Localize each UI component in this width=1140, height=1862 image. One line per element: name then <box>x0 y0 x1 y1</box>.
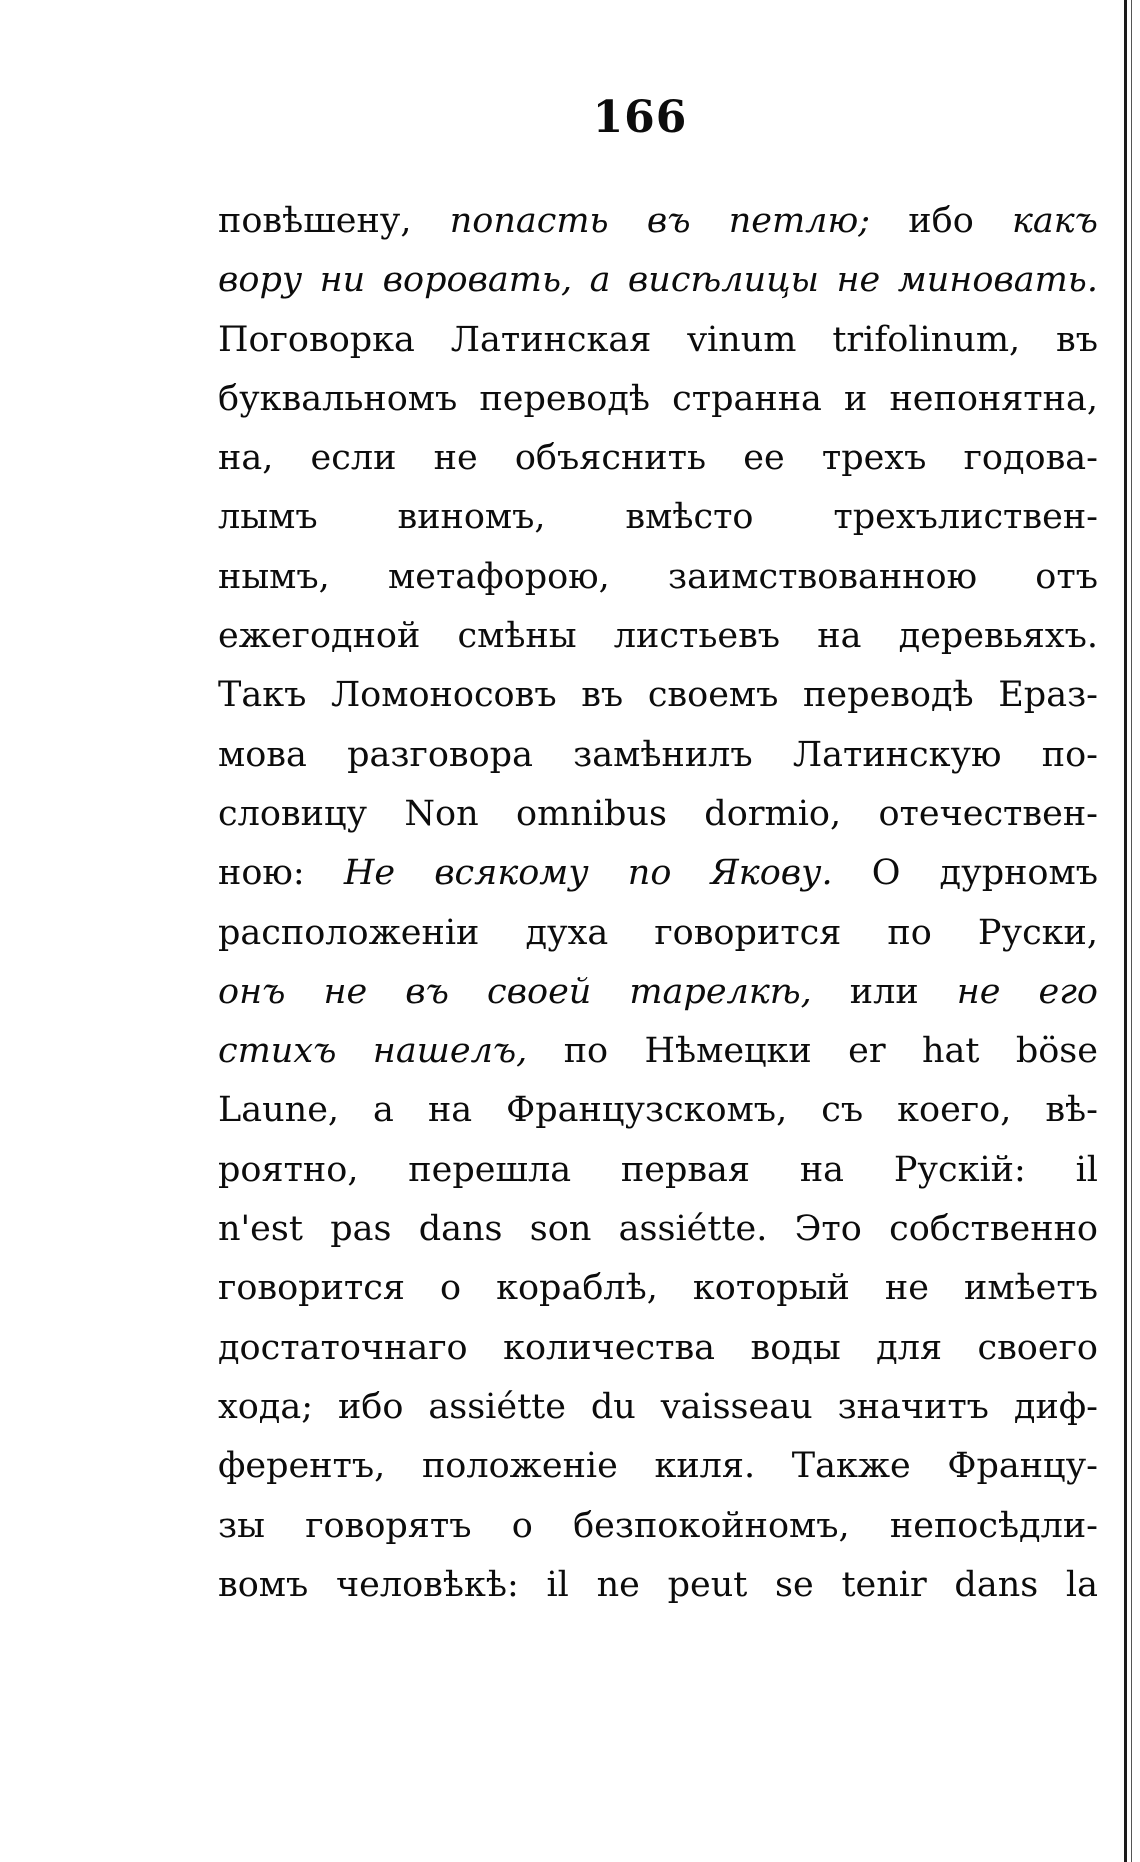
italic-phrase: стихъ нашелъ, <box>218 1031 528 1072</box>
text-segment: хода; ибо assiétte du vaisseau значитъ диф- <box>218 1386 1098 1427</box>
text-segment: по Нѣмецки er hat böse <box>527 1031 1098 1072</box>
text-segment: или <box>811 971 957 1012</box>
text-segment: ною: <box>218 853 344 894</box>
text-segment: зы говорятъ о безпокойномъ, непосѣдли- <box>218 1505 1098 1546</box>
text-segment: буквальномъ переводѣ странна и непонятна, <box>218 378 1098 419</box>
italic-phrase: вору ни воровать, а висѣлицы не миновать. <box>218 260 1098 301</box>
text-line <box>218 1022 1098 1081</box>
text-line <box>218 1319 1098 1378</box>
text-segment: говорится о кораблѣ, который не имѣетъ <box>218 1268 1098 1309</box>
page-edge-line-thin <box>1131 0 1132 1862</box>
text-segment: повѣшену, <box>218 201 450 241</box>
page-number: 166 <box>592 92 688 143</box>
text-segment: роятно, перешла первая на Рускій: il <box>218 1149 1098 1190</box>
text-line <box>218 963 1098 1022</box>
text-segment: Поговорка Латинская vinum trifolinum, въ <box>218 319 1098 360</box>
text-segment: ежегодной смѣны листьевъ на деревьяхъ. <box>218 616 1098 657</box>
text-line <box>218 607 1098 666</box>
text-segment: Такъ Ломоносовъ въ своемъ переводѣ Ераз- <box>218 675 1098 716</box>
body-text <box>218 192 1098 1615</box>
text-line <box>218 429 1098 488</box>
text-segment: лымъ виномъ, вмѣсто трехълиствен- <box>218 497 1098 538</box>
text-line <box>218 251 1098 310</box>
text-segment: ферентъ, положеніе киля. Также Францу- <box>218 1446 1098 1487</box>
text-line <box>218 1556 1098 1615</box>
italic-phrase: не его <box>956 971 1098 1012</box>
italic-phrase: онъ не въ своей тарелкѣ, <box>218 971 812 1012</box>
text-line <box>218 370 1098 429</box>
text-segment: мова разговора замѣнилъ Латинскую по- <box>218 734 1098 775</box>
text-segment: вомъ человѣкѣ: il ne peut se tenir dans la <box>218 1564 1098 1605</box>
italic-phrase: какъ <box>1012 201 1098 241</box>
text-line <box>218 1141 1098 1200</box>
italic-phrase: Не всякому по Якову. <box>343 853 833 894</box>
text-segment: нымъ, метафорою, заимствованною отъ <box>218 556 1098 597</box>
text-segment: n'est pas dans son assiétte. Это собственно <box>218 1209 1098 1250</box>
text-segment: Laune, а на Французскомъ, съ коего, вѣ- <box>218 1090 1098 1131</box>
text-line <box>218 192 1098 251</box>
text-line <box>218 311 1098 370</box>
text-line <box>218 1259 1098 1318</box>
text-line <box>218 726 1098 785</box>
text-segment: О дурномъ <box>832 853 1098 894</box>
text-segment: ибо <box>870 201 1012 241</box>
text-segment: на, если не объяснить ее трехъ годова- <box>218 438 1098 479</box>
italic-phrase: попасть въ петлю; <box>449 201 871 241</box>
text-line <box>218 1437 1098 1496</box>
text-segment: расположеніи духа говорится по Руски, <box>218 912 1098 953</box>
text-line <box>218 1497 1098 1556</box>
text-line <box>218 904 1098 963</box>
text-line <box>218 844 1098 903</box>
page-edge-line <box>1124 0 1127 1862</box>
text-line <box>218 488 1098 547</box>
text-line <box>218 1200 1098 1259</box>
text-line <box>218 1378 1098 1437</box>
text-segment: достаточнаго количества воды для своего <box>218 1327 1098 1368</box>
text-line <box>218 548 1098 607</box>
text-line <box>218 785 1098 844</box>
text-line <box>218 1081 1098 1140</box>
text-segment: словицу Non omnibus dormio, отечествен- <box>218 793 1098 834</box>
text-line <box>218 666 1098 725</box>
